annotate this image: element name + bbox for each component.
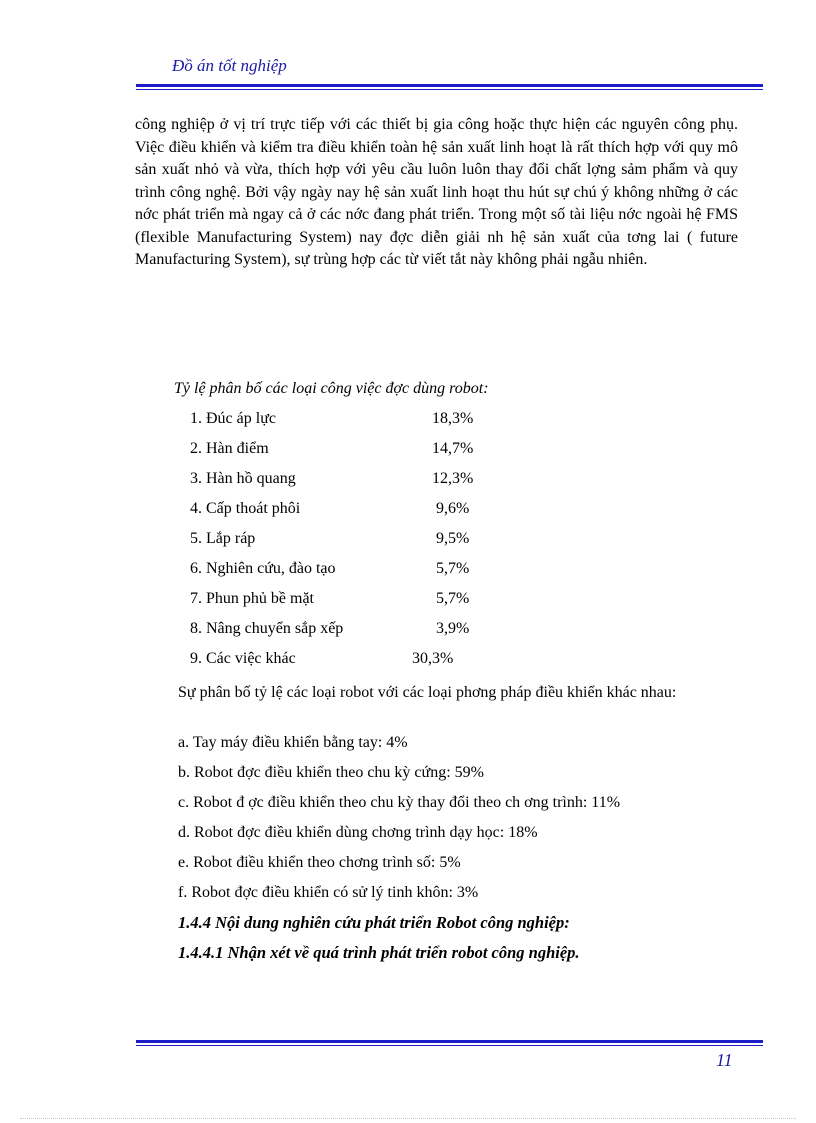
section-heading-1-4-4-1: 1.4.4.1 Nhận xét về quá trình phát triển robot công nghiệp. — [178, 943, 580, 962]
distribution-label: 2. Hàn điểm — [190, 440, 269, 457]
distribution-caption: Tỷ lệ phân bố các loại công việc đợc dùng robot: — [174, 380, 489, 397]
distribution-value: 18,3% — [432, 410, 474, 427]
distribution-label: 8. Nâng chuyển sắp xếp — [190, 620, 344, 637]
method-item: e. Robot điều khiển theo chơng trình số: 5% — [178, 854, 461, 871]
distribution-label: 7. Phun phủ bề mặt — [190, 590, 314, 607]
distribution-label: 3. Hàn hồ quang — [190, 470, 296, 487]
method-item: d. Robot đợc điều khiển dùng chơng trình dạy học: 18% — [178, 824, 538, 841]
method-item: f. Robot đợc điều khiển có sử lý tinh khôn: 3% — [178, 884, 479, 901]
method-item: b. Robot đợc điều khiển theo chu kỳ cứng: 59% — [178, 764, 484, 781]
footer-rule — [136, 1040, 763, 1046]
distribution-value: 30,3% — [412, 650, 454, 667]
distribution-value: 9,5% — [436, 530, 470, 547]
header-rule — [136, 84, 763, 90]
page-number: 11 — [716, 1050, 733, 1070]
distribution-value: 9,6% — [436, 500, 470, 517]
distribution-value: 5,7% — [436, 560, 470, 577]
distribution-label: 1. Đúc áp lực — [190, 410, 276, 427]
method-item: a. Tay máy điều khiển bằng tay: 4% — [178, 734, 408, 751]
section-heading-1-4-4: 1.4.4 Nội dung nghiên cứu phát triển Robot công nghiệp: — [178, 913, 570, 932]
distribution-value: 5,7% — [436, 590, 470, 607]
distribution-value: 3,9% — [436, 620, 470, 637]
page-edge-divider — [20, 1118, 796, 1119]
distribution-value: 12,3% — [432, 470, 474, 487]
method-item: c. Robot đ ợc điều khiển theo chu kỳ thay đổi theo ch ơng trình: 11% — [178, 794, 621, 811]
distribution-label: 6. Nghiên cứu, đào tạo — [190, 560, 336, 577]
distribution-label: 9. Các việc khác — [190, 650, 296, 667]
header-title: Đồ án tốt nghiệp — [172, 56, 287, 75]
distribution-value: 14,7% — [432, 440, 474, 457]
distribution-label: 5. Lắp ráp — [190, 530, 256, 547]
body-paragraph-2: Sự phân bố tỷ lệ các loại robot với các loại phơng pháp điều khiển khác nhau: — [178, 684, 677, 701]
distribution-label: 4. Cấp thoát phôi — [190, 500, 301, 517]
control-method-list — [178, 734, 620, 914]
body-paragraph-1: công nghiệp ở vị trí trực tiếp với các thiết bị gia công hoặc thực hiện các nguyên công phụ. Việc điều khiển và kiểm tra điều khiển toàn hệ sản xuất linh hoạt là rất thích hợp với quy mô sản xuất nhỏ và vừa, thích hợp với yêu cầu luôn luôn thay đổi chất lợng sảm phẩm và quy trình công nghệ. Bởi vậy ngày nay hệ sản xuất linh hoạt thu hút sự chú ý không những ở các nớc phát triển mà ngay cả ở các nớc đang phát triển. Trong một số tài liệu nớc ngoài hệ FMS (flexible Manufacturing System) nay đợc diễn giải nh hệ sản xuất của tơng lai ( future Manufacturing System), sự trùng hợp các từ viết tắt này không phải ngẫu nhiên. — [135, 116, 738, 268]
